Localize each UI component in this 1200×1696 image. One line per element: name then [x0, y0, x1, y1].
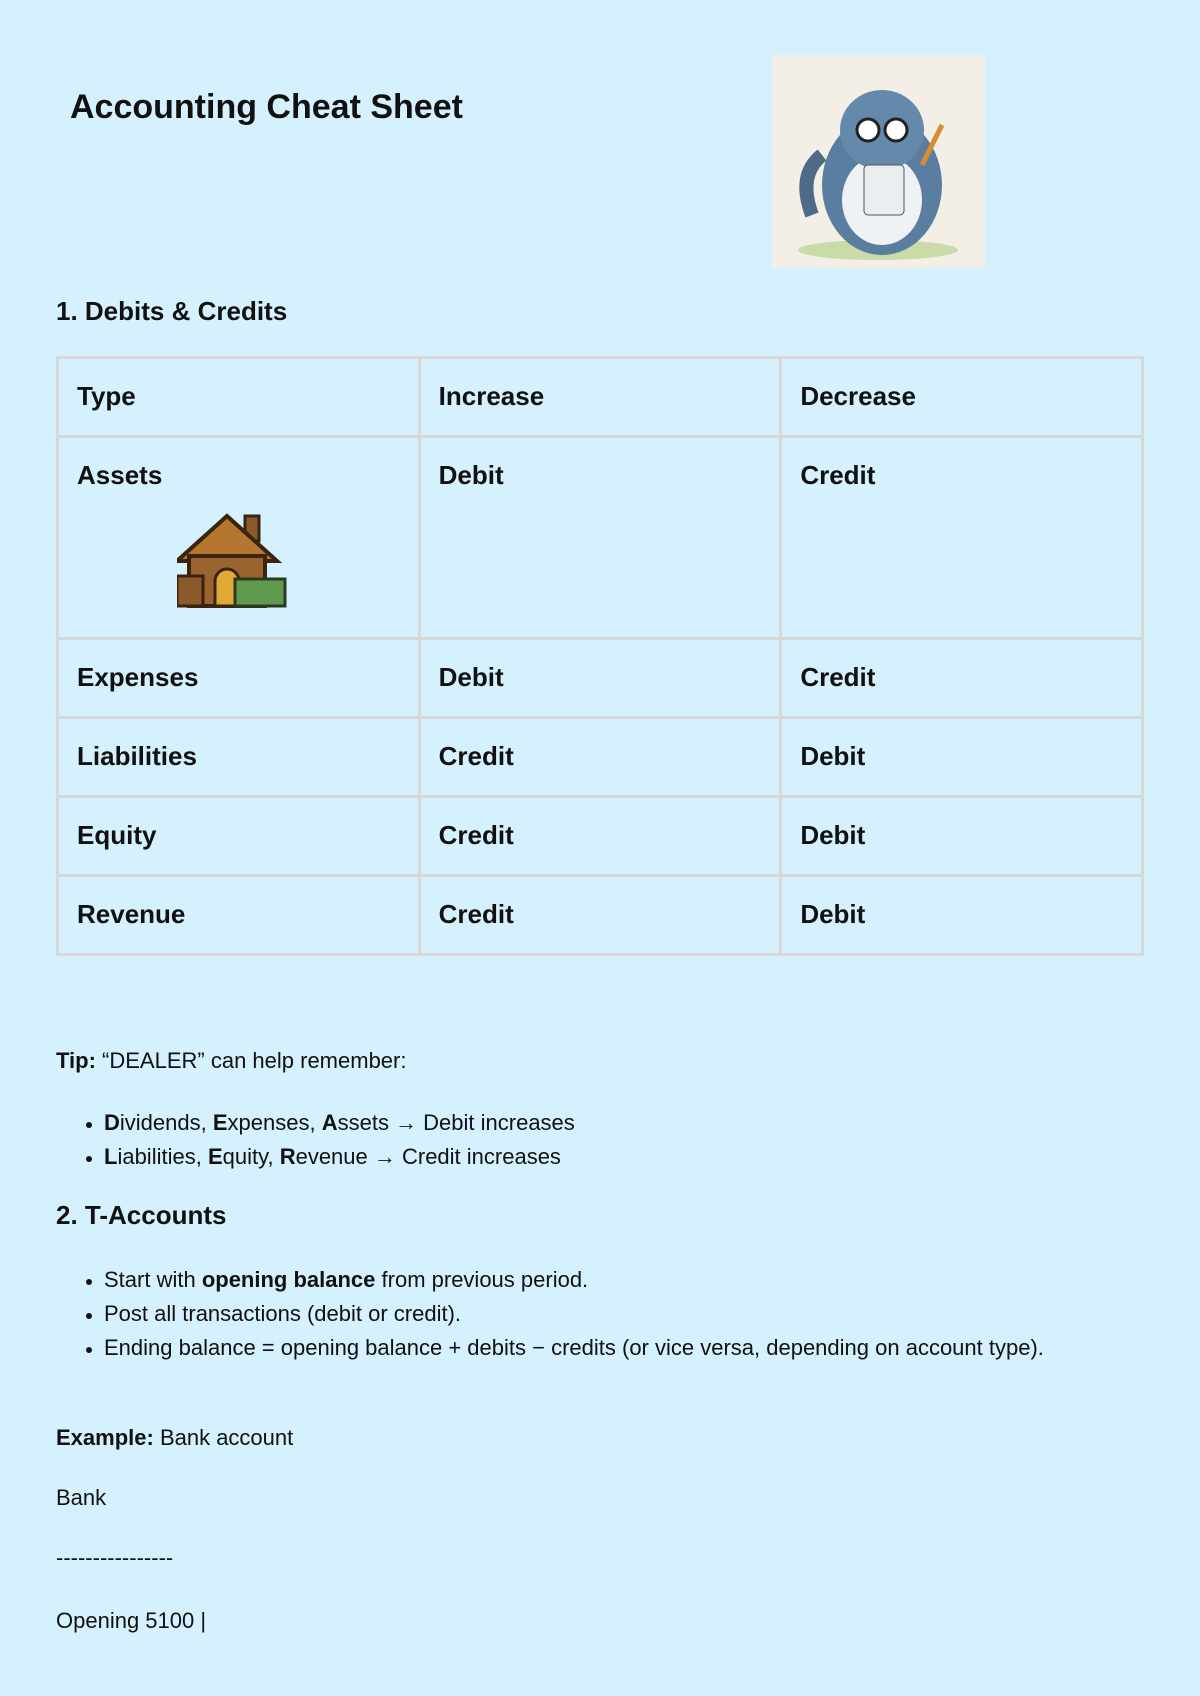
- table-cell: Expenses: [58, 639, 420, 718]
- type-label: Assets: [77, 460, 163, 490]
- list-item: • Start with opening balance from previous period.: [104, 1263, 1194, 1297]
- page-title: Accounting Cheat Sheet: [70, 88, 463, 126]
- table-cell: Credit: [781, 437, 1143, 639]
- table-cell: Credit: [781, 639, 1143, 718]
- mascot-illustration: [772, 55, 985, 268]
- house-icon: [177, 511, 400, 618]
- section-heading-debits-credits: 1. Debits & Credits: [56, 296, 288, 326]
- header-cell: Decrease: [781, 358, 1143, 437]
- tip-label: Tip:: [56, 1048, 96, 1073]
- section-heading-t-accounts: 2. T-Accounts: [56, 1200, 227, 1230]
- table-row: [58, 876, 1143, 955]
- t-accounts-list: [56, 1263, 1194, 1365]
- table-cell: Credit: [419, 876, 781, 955]
- table-row: [58, 639, 1143, 718]
- table-cell: Debit: [781, 797, 1143, 876]
- table-cell: Credit: [419, 797, 781, 876]
- header-cell: Type: [58, 358, 420, 437]
- table-row: [58, 437, 1143, 639]
- dealer-list: [56, 1106, 1194, 1174]
- table-cell: Revenue: [58, 876, 420, 955]
- table-row: [58, 797, 1143, 876]
- list-item: • Liabilities, Equity, Revenue → Credit increases: [104, 1140, 1194, 1174]
- table-row: [58, 718, 1143, 797]
- opening-balance-line: Opening 5100 |: [56, 1608, 207, 1633]
- example-paragraph: Example: Bank account: [56, 1425, 294, 1450]
- table-cell: Debit: [419, 639, 781, 718]
- table-cell: [58, 437, 420, 639]
- table-cell: Equity: [58, 797, 420, 876]
- header-cell: Increase: [419, 358, 781, 437]
- list-item: • Ending balance = opening balance + debits − credits (or vice versa, depending on account type).: [104, 1331, 1194, 1365]
- table-cell: Debit: [781, 718, 1143, 797]
- list-item: • Dividends, Expenses, Assets → Debit increases: [104, 1106, 1194, 1140]
- tip-text: “DEALER” can help remember:: [95, 1048, 407, 1073]
- list-item: • Post all transactions (debit or credit).: [104, 1297, 1194, 1331]
- tip-paragraph: [56, 1048, 406, 1074]
- table-header-row: [58, 358, 1143, 437]
- table-cell: Debit: [781, 876, 1143, 955]
- table-cell: Debit: [419, 437, 781, 639]
- table-cell: Credit: [419, 718, 781, 797]
- debits-credits-table: [56, 356, 1144, 956]
- table-cell: Liabilities: [58, 718, 420, 797]
- account-name: Bank: [56, 1485, 107, 1510]
- t-account-divider: ----------------: [56, 1545, 174, 1570]
